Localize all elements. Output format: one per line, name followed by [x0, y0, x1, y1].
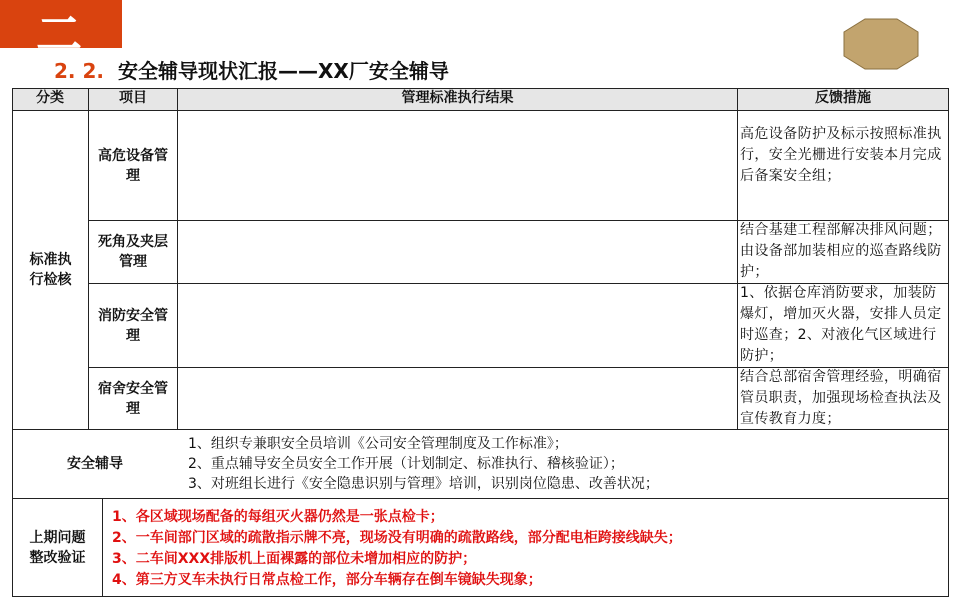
item-fire-safety: 消防安全管理 [98, 307, 168, 344]
guidance-list [188, 434, 943, 496]
category-rectification-verification: 上期问题整改验证 [29, 529, 86, 566]
header-result: 管理标准执行结果 [401, 90, 514, 106]
section-badge-number: 二 [36, 7, 82, 61]
section-badge [0, 0, 122, 61]
guidance-line: 3、对班组长进行《安全隐患识别与管理》培训，识别岗位隐患、改善状况； [188, 476, 659, 492]
octagon-emblem [843, 18, 919, 70]
feedback-dormitory: 结合总部宿舍管理经验，明确宿管员职责，加强现场检查执法及宣传教育力度； [740, 369, 942, 427]
page-title [54, 56, 449, 86]
result-blind-spots [178, 221, 737, 283]
item-dormitory: 宿舍安全管理 [98, 380, 168, 417]
header-feedback: 反馈措施 [815, 90, 871, 106]
guidance-line: 1、组织专兼职安全员培训《公司安全管理制度及工作标准》； [188, 436, 568, 452]
verification-list [112, 507, 942, 595]
verification-line: 4、第三方叉车未执行日常点检工作，部分车辆存在倒车镜缺失现象； [112, 572, 542, 588]
title-text: 安全辅导现状汇报——XX厂安全辅导 [118, 59, 449, 83]
category-safety-guidance: 安全辅导 [67, 456, 123, 472]
verification-line: 3、二车间XXX排版机上面裸露的部位未增加相应的防护； [112, 551, 477, 567]
guidance-line: 2、重点辅导安全员安全工作开展（计划制定、标准执行、稽核验证）； [188, 456, 624, 472]
result-high-risk-equipment [178, 111, 737, 220]
header-item: 项目 [119, 90, 147, 106]
verification-line: 1、各区域现场配备的每组灭火器仍然是一张点检卡； [112, 509, 444, 525]
feedback-high-risk-equipment: 高危设备防护及标示按照标准执行，安全光栅进行安装本月完成后备案安全组； [740, 126, 942, 184]
result-fire-safety [178, 284, 737, 367]
feedback-blind-spots: 结合基建工程部解决排风问题；由设备部加装相应的巡查路线防护； [740, 222, 942, 280]
category-standard-check: 标准执行检核 [29, 252, 72, 288]
item-high-risk-equipment: 高危设备管理 [98, 147, 168, 184]
header-category: 分类 [36, 90, 64, 106]
title-number: 2. 2. [54, 59, 104, 83]
item-blind-spots: 死角及夹层管理 [98, 234, 168, 270]
feedback-fire-safety: 1、依据仓库消防要求，加装防爆灯，增加灭火器，安排人员定时巡查；2、对液化气区域进行防护； [740, 285, 942, 364]
result-dormitory [178, 368, 737, 429]
verification-line: 2、一车间部门区域的疏散指示牌不亮，现场没有明确的疏散路线，部分配电柜跨接线缺失； [112, 530, 682, 546]
